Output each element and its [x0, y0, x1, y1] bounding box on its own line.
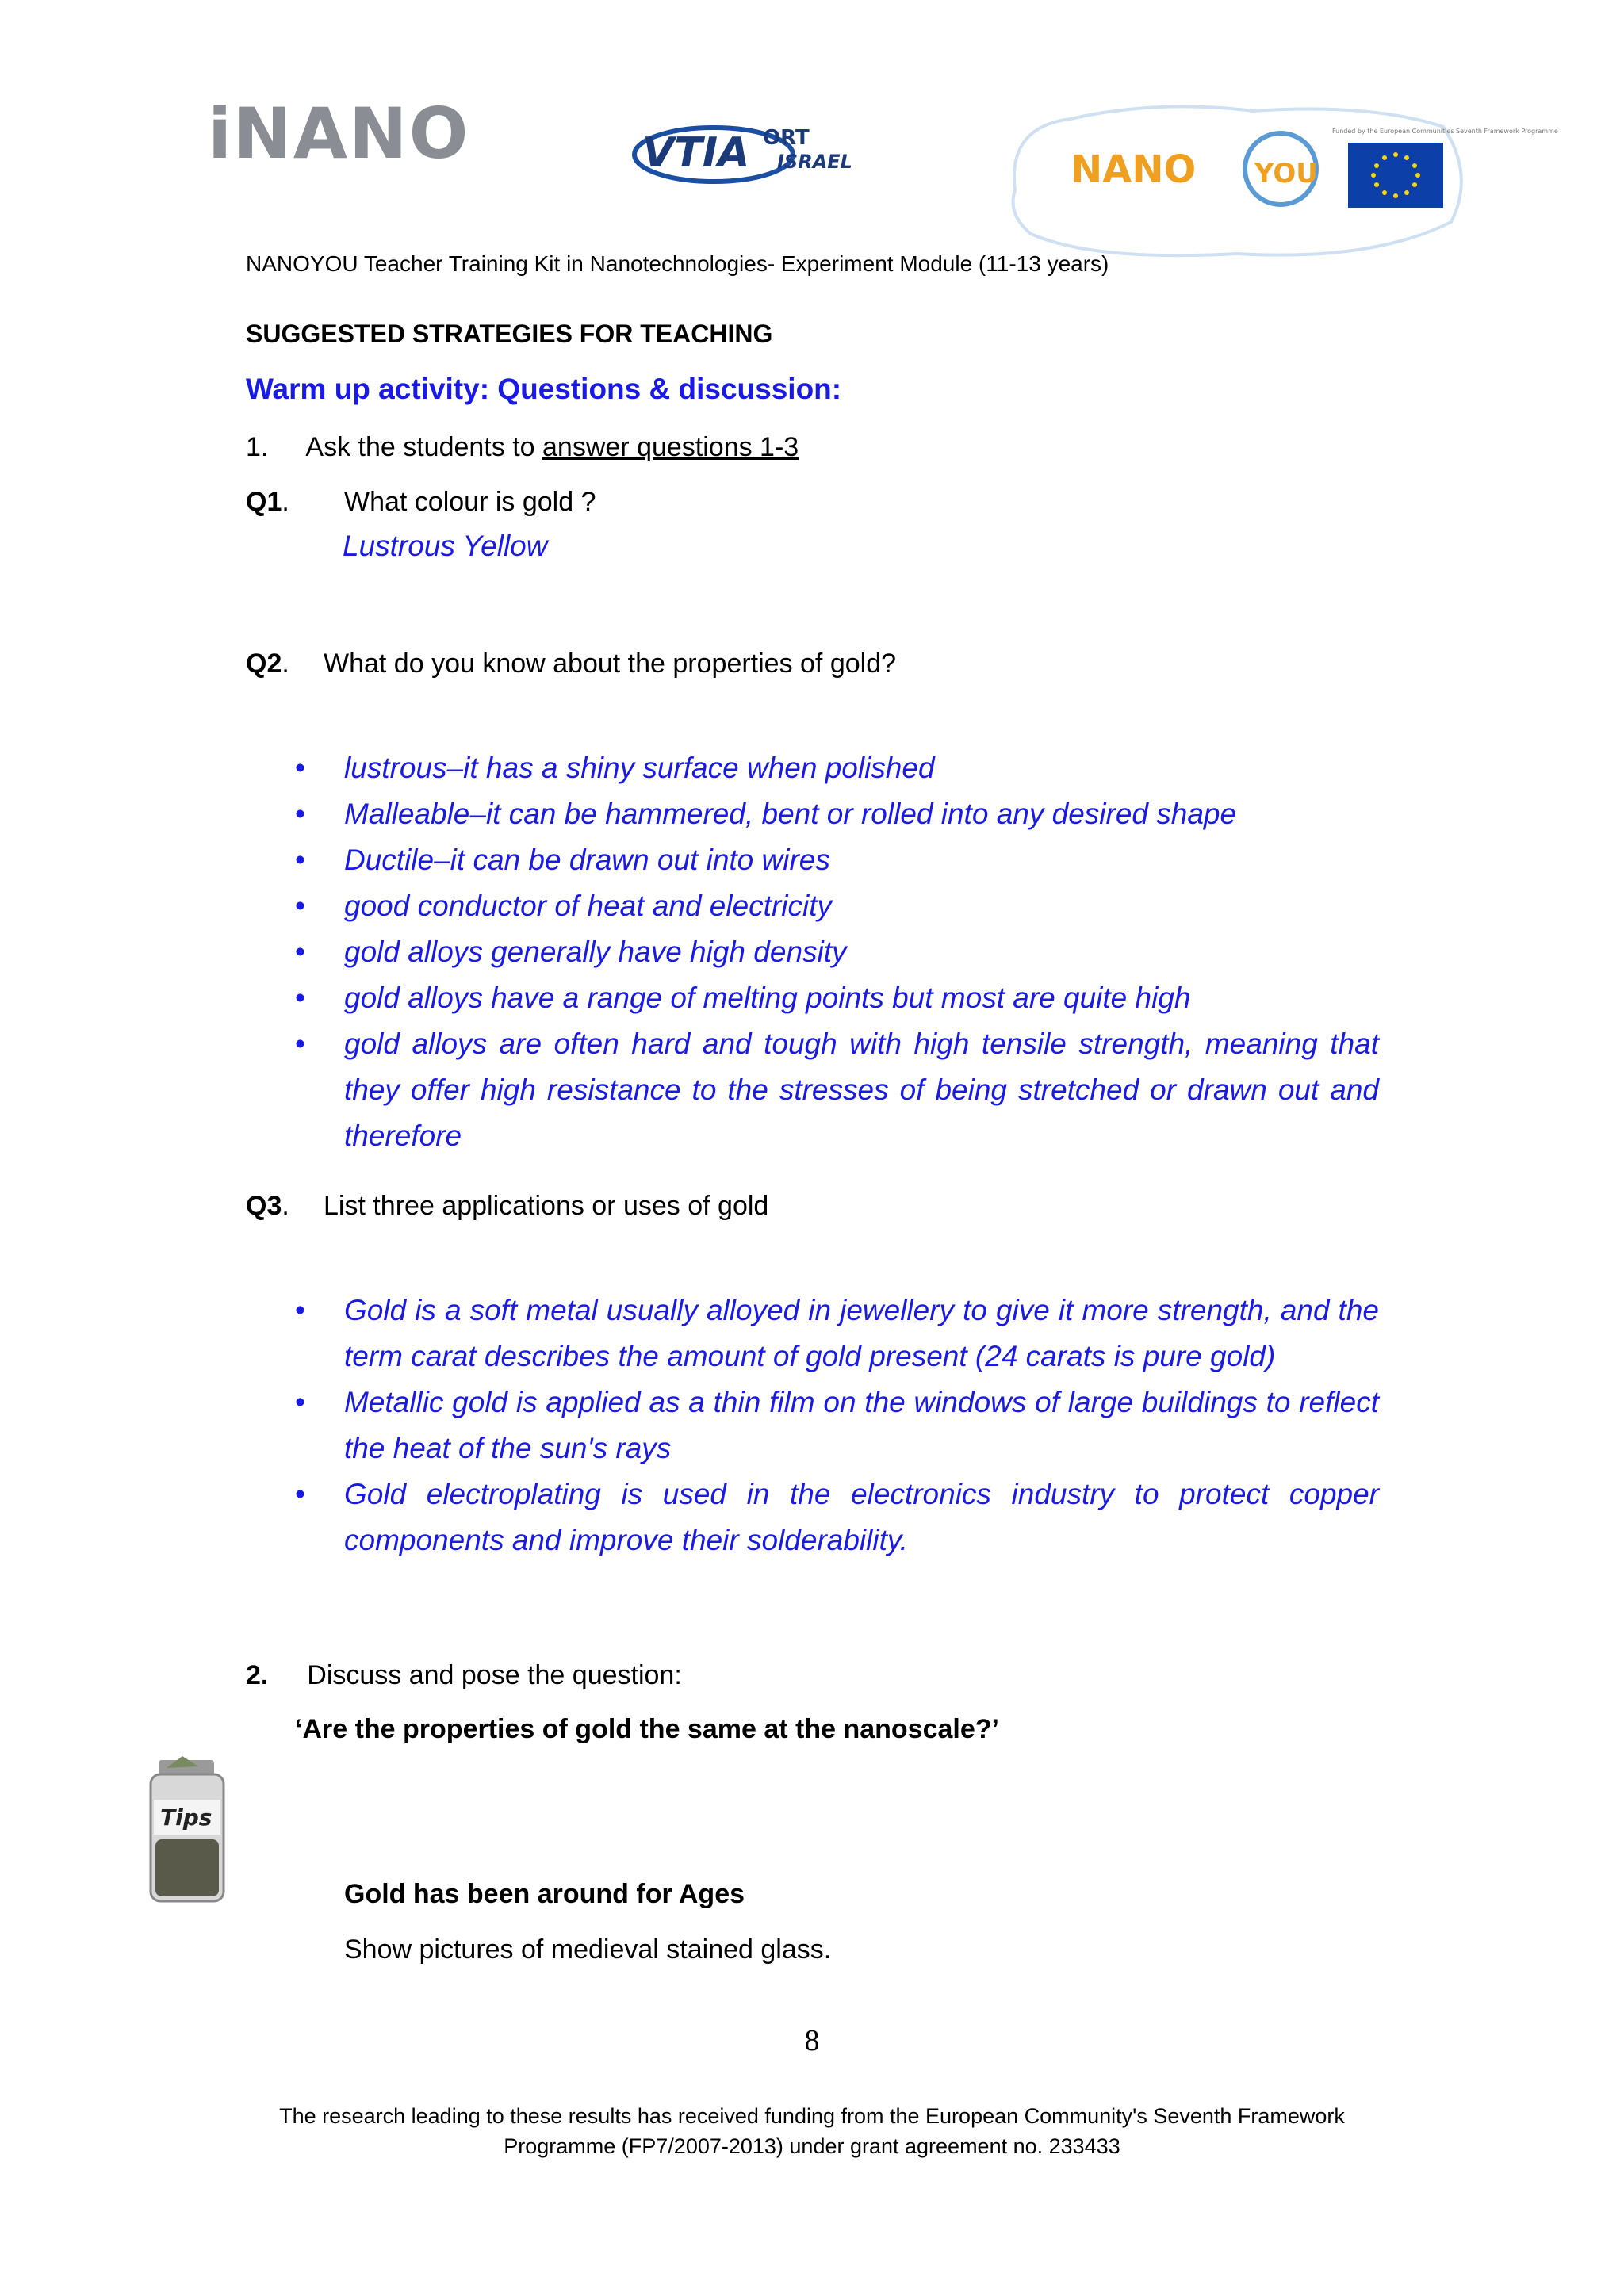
q2-label: Q2	[246, 649, 282, 679]
q1: Q1.	[246, 487, 289, 517]
footer-line-2: Programme (FP7/2007-2013) under grant agreement no. 233433	[504, 2134, 1120, 2158]
nanoyou-logo	[999, 95, 1558, 270]
list-item: • Metallic gold is applied as a thin film on the windows of large buildings to reflect the heat of the sun's rays	[295, 1386, 1379, 1464]
list-item: • Ductile–it can be drawn out into wires	[295, 844, 830, 876]
inano-logo-text: iNANO	[208, 93, 470, 174]
q3-question: List three applications or uses of gold	[324, 1191, 769, 1221]
q2: Q2.	[246, 649, 289, 679]
tips-text: Show pictures of medieval stained glass.	[344, 1934, 832, 1965]
q3: Q3.	[246, 1191, 289, 1221]
document-header: NANOYOU Teacher Training Kit in Nanotechnologies- Experiment Module (11-13 years)	[246, 251, 1109, 276]
step-2-number: 2.	[246, 1660, 269, 1690]
israel-text: ISRAEL	[777, 151, 852, 173]
q3-answer-list	[295, 1288, 1379, 1563]
page-number: 8	[804, 2024, 820, 2057]
ort-israel-logo	[626, 111, 864, 190]
warmup-heading: Warm up activity: Questions & discussion:	[246, 373, 842, 405]
step-2-text: Discuss and pose the question:	[307, 1660, 682, 1690]
list-item: • Gold is a soft metal usually alloyed in jewellery to give it more strength, and the term carat describes the amount of gold present (24 carats is pure gold)	[295, 1294, 1379, 1372]
vtia-text: VTIA	[642, 129, 750, 177]
q3-label: Q3	[246, 1191, 282, 1221]
list-item: • Malleable–it can be hammered, bent or rolled into any desired shape	[295, 798, 1237, 830]
inano-logo	[208, 93, 470, 174]
q2-question: What do you know about the properties of gold?	[324, 649, 897, 679]
section-title: SUGGESTED STRATEGIES FOR TEACHING	[246, 320, 773, 348]
tips-title: Gold has been around for Ages	[344, 1879, 745, 1909]
q1-question: What colour is gold ?	[344, 487, 596, 517]
footer-line-1: The research leading to these results has received funding from the European Community's Seventh Framework	[279, 2104, 1345, 2128]
tips-label: Tips	[160, 1804, 213, 1831]
eu-funding-text: Funded by the European Communities Seventh Framework Programme	[1332, 128, 1558, 135]
list-item: • gold alloys have a range of melting points but most are quite high	[295, 982, 1191, 1014]
step-1-text: Ask the students to	[305, 432, 543, 462]
list-item: • good conductor of heat and electricity	[295, 890, 832, 922]
nano-text: NANO	[1071, 147, 1197, 192]
list-item: • Gold electroplating is used in the electronics industry to protect copper components and improve their solderability.	[295, 1478, 1379, 1556]
list-item: • gold alloys generally have high density	[295, 936, 847, 968]
step-2	[246, 1660, 682, 1691]
funding-footer	[0, 2101, 1624, 2161]
ort-text: ORT	[763, 126, 810, 150]
list-item: • lustrous–it has a shiny surface when polished	[295, 752, 935, 784]
tips-jar-icon	[143, 1752, 238, 1911]
step-1	[246, 432, 799, 463]
step-1-link-text: answer questions 1-3	[542, 432, 799, 462]
step-2-question: ‘Are the properties of gold the same at the nanoscale?’	[295, 1714, 999, 1744]
list-item: • gold alloys are often hard and tough with high tensile strength, meaning that they offer high resistance to the stresses of being stretched or drawn out and therefore	[295, 1027, 1379, 1152]
step-1-number: 1.	[246, 432, 269, 462]
q2-answer-list	[295, 745, 1379, 1159]
q1-answer: Lustrous Yellow	[343, 530, 548, 562]
you-text: YOU	[1254, 158, 1318, 189]
q1-label: Q1	[246, 487, 282, 517]
